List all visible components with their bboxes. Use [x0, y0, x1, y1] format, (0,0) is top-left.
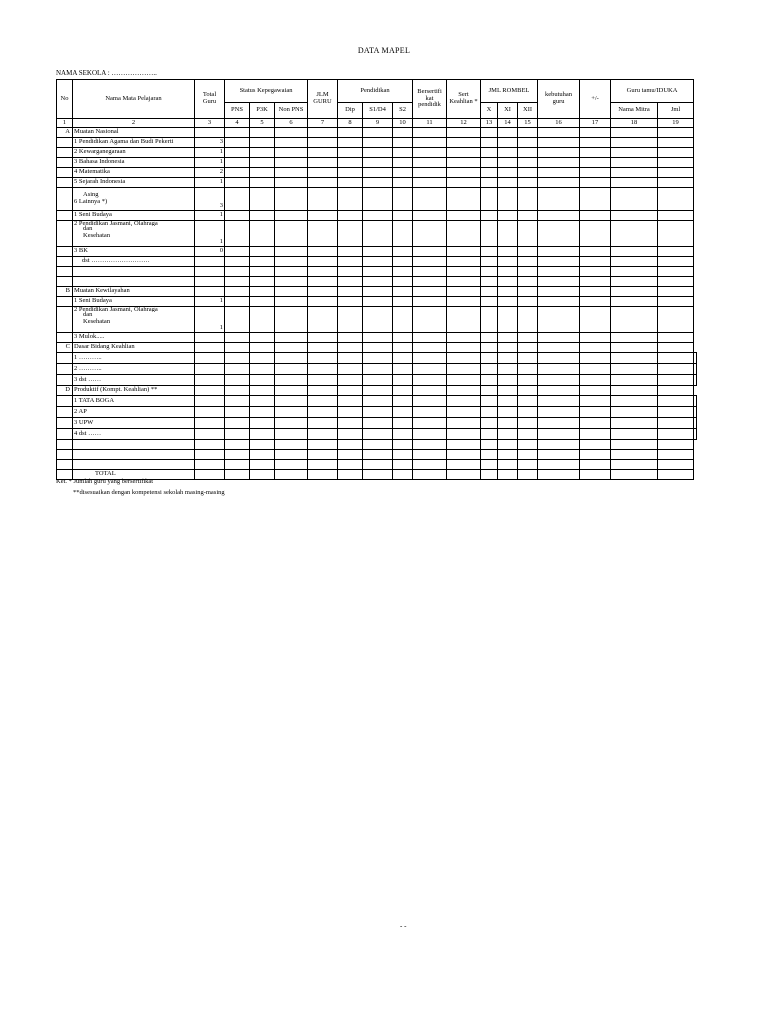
- table-row: [57, 138, 697, 148]
- total-guru-value: 1: [195, 158, 225, 168]
- subject-name: 1 Seni Budaya: [73, 297, 195, 307]
- footnote-2: **disesuaikan dengan kompetensi sekolah masing-masing: [73, 489, 225, 496]
- blank-row: [57, 460, 697, 470]
- page-footer-mark: - -: [400, 922, 407, 930]
- section-letter: D: [57, 386, 73, 396]
- subject-name-line: Asing: [83, 191, 99, 199]
- header-jml-rombel: JML ROMBEL: [481, 80, 538, 103]
- section-title: Dasar Bidang Keahlian: [73, 343, 195, 353]
- header-non-pns: Non PNS: [275, 103, 308, 119]
- table-row: [57, 247, 697, 257]
- table-row: [57, 333, 697, 343]
- subject-name: dst ………………………: [73, 257, 195, 267]
- subject-name: [73, 307, 195, 333]
- header-jml: Jml: [658, 103, 694, 119]
- total-guru-value: 1: [195, 221, 225, 247]
- col-number: 7: [308, 119, 338, 128]
- col-number: 3: [195, 119, 225, 128]
- total-guru-value: 3: [195, 138, 225, 148]
- table-row: [57, 307, 697, 333]
- col-number: 14: [498, 119, 518, 128]
- col-number: 4: [225, 119, 250, 128]
- table-row: [57, 221, 697, 247]
- table-row: [57, 407, 697, 418]
- page-title: DATA MAPEL: [357, 46, 411, 55]
- total-label: TOTAL: [73, 470, 195, 480]
- footnotes: [56, 476, 225, 498]
- blank-row: [57, 440, 697, 450]
- subject-name: [73, 221, 195, 247]
- mapel-table: [56, 79, 697, 480]
- subject-name: 5 Sejarah Indonesia: [73, 178, 195, 188]
- section-row-d: [57, 386, 697, 396]
- table-row: [57, 257, 697, 267]
- col-number: 10: [393, 119, 413, 128]
- subject-name: 3 Bahasa Indonesia: [73, 158, 195, 168]
- blank-row: [57, 450, 697, 460]
- total-guru-value: 1: [195, 178, 225, 188]
- header-total-guru: Total Guru: [195, 80, 225, 119]
- subject-name: 3 dst ……: [73, 375, 195, 386]
- header-pendidikan: Pendidikan: [338, 80, 413, 103]
- header-status-kepegawaian: Status Kepegawaian: [225, 80, 308, 103]
- total-guru-value: 0: [195, 247, 225, 257]
- blank-row: [57, 267, 697, 277]
- header-x: X: [481, 103, 498, 119]
- table-row: [57, 364, 697, 375]
- section-letter: A: [57, 128, 73, 138]
- table-row: [57, 375, 697, 386]
- table-row: [57, 148, 697, 158]
- col-number: 16: [538, 119, 580, 128]
- subject-name: 2 Kewarganegaraan: [73, 148, 195, 158]
- col-number: 13: [481, 119, 498, 128]
- table-row: [57, 188, 697, 211]
- header-xii: XII: [518, 103, 538, 119]
- header-nama-mitra: Nama Mitra: [611, 103, 658, 119]
- col-number: 19: [658, 119, 694, 128]
- total-guru-value: 3: [195, 188, 225, 211]
- subject-name: 1 TATA BOGA: [73, 396, 195, 407]
- col-number: 18: [611, 119, 658, 128]
- section-letter: C: [57, 343, 73, 353]
- subject-name: 1 Seni Budaya: [73, 211, 195, 221]
- subject-name: [73, 188, 195, 211]
- subject-name-line: Kesehatan: [83, 317, 111, 325]
- header-xi: XI: [498, 103, 518, 119]
- section-letter: B: [57, 287, 73, 297]
- column-number-row: [57, 119, 697, 128]
- subject-name-line: dan: [83, 225, 93, 232]
- subject-name: 1 ………..: [73, 353, 195, 364]
- col-number: 9: [363, 119, 393, 128]
- section-row-a: [57, 128, 697, 138]
- col-number: 15: [518, 119, 538, 128]
- header-s2: S2: [393, 103, 413, 119]
- header-bersertifikat: Bersertifi kat pendidik: [413, 80, 447, 119]
- subject-name: 2 AP: [73, 407, 195, 418]
- table-row: [57, 418, 697, 429]
- section-title: Produktif (Kompt. Keahlian) **: [73, 386, 195, 396]
- header-sert-keahlian: Sert Keahlian *: [447, 80, 481, 119]
- header-no: No: [57, 80, 73, 119]
- total-guru-value: 1: [195, 307, 225, 333]
- subject-name: 1 Pendidikan Agama dan Budi Pekerti: [73, 138, 195, 148]
- section-title: Muatan Nasional: [73, 128, 195, 138]
- header-jlm-guru: JLM GURU: [308, 80, 338, 119]
- footnote-1: Ket. * Jumlah guru yang bersertifikat: [56, 478, 154, 485]
- blank-row: [57, 277, 697, 287]
- table-row: [57, 158, 697, 168]
- section-row-c: [57, 343, 697, 353]
- table-row: [57, 168, 697, 178]
- subject-name: 4 dst ……: [73, 429, 195, 440]
- header-kebutuhan-guru: kebutuhan guru: [538, 80, 580, 119]
- col-number: 6: [275, 119, 308, 128]
- subject-name-line: 2 Pendidikan Jasmani, Olahraga: [74, 221, 158, 226]
- col-number: 1: [57, 119, 73, 128]
- subject-name: 2 ………..: [73, 364, 195, 375]
- section-row-b: [57, 287, 697, 297]
- total-guru-value: 1: [195, 297, 225, 307]
- header-s1-d4: S1/D4: [363, 103, 393, 119]
- subject-name: 3 BK: [73, 247, 195, 257]
- col-number: 12: [447, 119, 481, 128]
- header-p3k: P3K: [250, 103, 275, 119]
- table-row: [57, 297, 697, 307]
- subject-name-line: dan: [83, 311, 93, 318]
- header-plus-minus: +/-: [580, 80, 611, 119]
- section-title: Muatan Kewilayahan: [73, 287, 195, 297]
- table-row: [57, 178, 697, 188]
- total-guru-value: 1: [195, 211, 225, 221]
- school-name-label: NAMA SEKOLA : ………………..: [56, 69, 157, 77]
- table-row: [57, 396, 697, 407]
- col-number: 17: [580, 119, 611, 128]
- col-number: 8: [338, 119, 363, 128]
- subject-name: 3 Mulok.....: [73, 333, 195, 343]
- table-row: [57, 353, 697, 364]
- subject-name-line: 2 Pendidikan Jasmani, Olahraga: [74, 307, 158, 312]
- header-guru-tamu: Guru tamu/IDUKA: [611, 80, 694, 103]
- header-subject: Nama Mata Pelajaran: [73, 80, 195, 119]
- total-guru-value: 2: [195, 168, 225, 178]
- header-pns: PNS: [225, 103, 250, 119]
- col-number: 2: [73, 119, 195, 128]
- col-number: 11: [413, 119, 447, 128]
- total-guru-value: 1: [195, 148, 225, 158]
- subject-name: 4 Matematika: [73, 168, 195, 178]
- table-row: [57, 429, 697, 440]
- table-row: [57, 211, 697, 221]
- header-dip: Dip: [338, 103, 363, 119]
- subject-name-line: 6 Lainnya *): [74, 198, 108, 205]
- subject-name: 3 UPW: [73, 418, 195, 429]
- col-number: 5: [250, 119, 275, 128]
- subject-name-line: Kesehatan: [83, 231, 111, 239]
